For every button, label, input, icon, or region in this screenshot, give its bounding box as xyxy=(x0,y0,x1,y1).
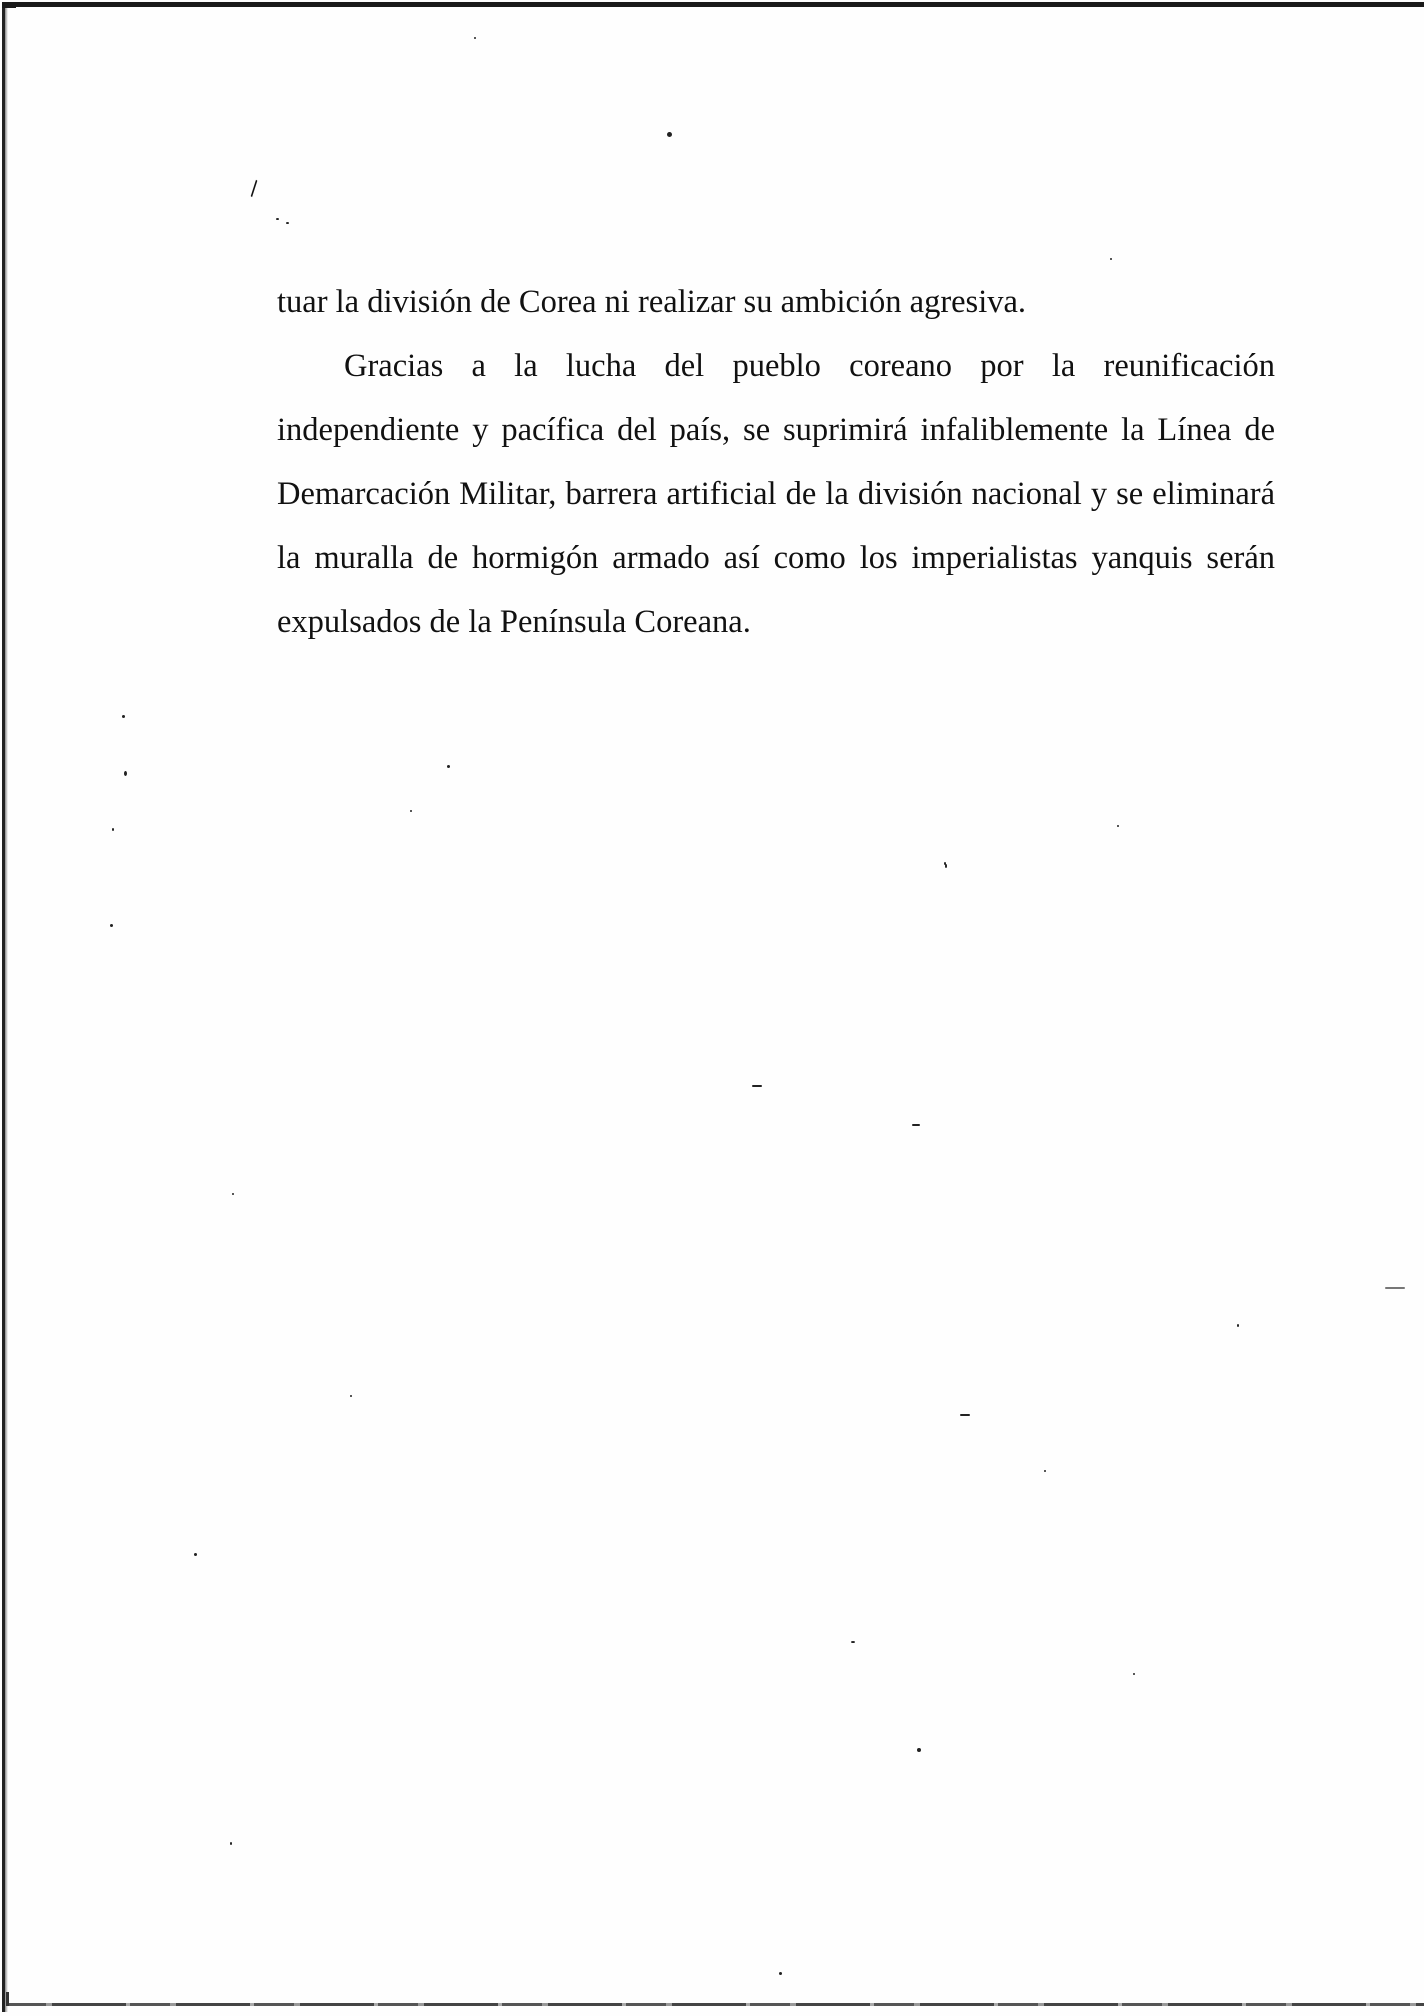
scan-speck xyxy=(960,1414,970,1416)
scan-speck xyxy=(779,1972,782,1975)
scan-speck xyxy=(752,1085,762,1087)
scan-speck xyxy=(112,828,114,831)
scan-speck xyxy=(1117,825,1119,827)
scan-speck xyxy=(194,1553,197,1556)
scan-speck xyxy=(350,1395,352,1397)
scan-edge-bottom-corner xyxy=(6,1992,9,2006)
scan-speck xyxy=(286,222,289,224)
scan-mark: \ xyxy=(244,176,265,200)
scan-speck xyxy=(122,715,125,718)
scan-speck xyxy=(232,1193,234,1195)
scan-speck xyxy=(410,810,412,812)
scan-speck xyxy=(474,37,476,39)
scan-speck xyxy=(447,765,450,768)
scan-speck xyxy=(851,1641,855,1643)
scan-speck xyxy=(667,132,672,137)
scan-speck xyxy=(1237,1324,1239,1327)
scan-speck xyxy=(124,771,127,776)
scan-speck xyxy=(944,862,946,865)
scan-speck xyxy=(1044,1470,1046,1472)
paragraph-reunification: Gracias a la lucha del pueblo coreano por la reunificación independiente y pacífica del país, se suprimirá infaliblemente la Línea de Demarcación Militar, barrera artificial de la división nacional y se eliminará la muralla de hormigón armado así como los imperialistas yanquis serán expulsados de la Península Coreana. xyxy=(277,348,1275,640)
scan-speck xyxy=(912,1124,920,1126)
scan-speck xyxy=(917,1748,921,1752)
body-text xyxy=(277,270,1275,654)
scan-edge-corner xyxy=(2,2,16,8)
scan-speck xyxy=(230,1842,232,1845)
scan-speck xyxy=(276,218,279,220)
paragraph-continued: tuar la división de Corea ni realizar su ambición agresiva. xyxy=(277,284,1027,320)
scan-edge-bottom xyxy=(6,2003,1424,2006)
scan-speck xyxy=(110,924,113,927)
scan-speck xyxy=(1385,1287,1405,1289)
scan-edge-top xyxy=(4,2,1424,7)
scan-speck xyxy=(1110,258,1112,260)
scan-speck xyxy=(1133,1673,1135,1675)
scan-edge-left xyxy=(2,2,8,2012)
